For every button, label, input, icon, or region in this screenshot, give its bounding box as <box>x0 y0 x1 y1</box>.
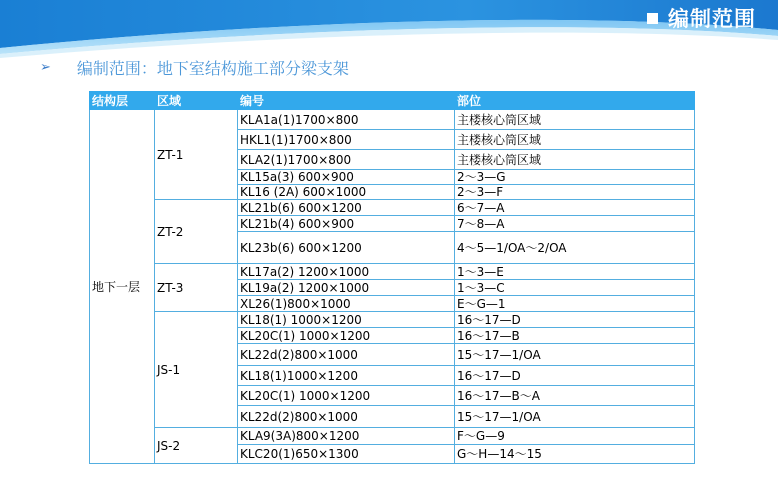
arrow-bullet-icon: ➢ <box>40 60 51 75</box>
beam-code-cell: KL18(1) 1000×1200 <box>238 312 455 328</box>
location-cell: 15～17—1/OA <box>455 344 695 366</box>
location-cell: 16～17—D <box>455 312 695 328</box>
location-cell: 1～3—E <box>455 264 695 280</box>
beam-code-cell: KL16 (2A) 600×1000 <box>238 185 455 200</box>
table-row <box>90 428 695 445</box>
location-cell: 16～17—B～A <box>455 386 695 406</box>
subtitle-text: 编制范围：地下室结构施工部分梁支架 <box>76 59 349 78</box>
location-cell: 6～7—A <box>455 200 695 216</box>
location-cell: 7～8—A <box>455 216 695 232</box>
location-cell: 16～17—D <box>455 366 695 386</box>
table-row <box>90 264 695 280</box>
location-cell: 15～17—1/OA <box>455 406 695 428</box>
square-bullet-icon <box>647 13 658 24</box>
beam-code-cell: KL17a(2) 1200×1000 <box>238 264 455 280</box>
floor-cell: 地下一层 <box>90 110 155 464</box>
zone-cell: ZT-3 <box>155 264 238 312</box>
location-cell: 1～3—C <box>455 280 695 296</box>
location-cell: F～G—9 <box>455 428 695 445</box>
beam-code-cell: XL26(1)800×1000 <box>238 296 455 312</box>
table-body <box>90 110 695 464</box>
beam-code-cell: KLA9(3A)800×1200 <box>238 428 455 445</box>
beam-code-cell: KL19a(2) 1200×1000 <box>238 280 455 296</box>
zone-cell: JS-1 <box>155 312 238 428</box>
zone-cell: ZT-2 <box>155 200 238 264</box>
table-header-row <box>90 92 695 110</box>
beam-code-cell: HKL1(1)1700×800 <box>238 130 455 150</box>
location-cell: 2～3—G <box>455 170 695 185</box>
beam-code-cell: KLA1a(1)1700×800 <box>238 110 455 130</box>
header-code: 编号 <box>238 92 455 110</box>
header-location: 部位 <box>455 92 695 110</box>
beam-code-cell: KL23b(6) 600×1200 <box>238 232 455 264</box>
beam-code-cell: KLC20(1)650×1300 <box>238 445 455 464</box>
location-cell: 2～3—F <box>455 185 695 200</box>
table-row <box>90 200 695 216</box>
beam-code-cell: KLA2(1)1700×800 <box>238 150 455 170</box>
location-cell: 主楼核心筒区域 <box>455 130 695 150</box>
location-cell: 4～5—1/OA～2/OA <box>455 232 695 264</box>
table-row <box>90 312 695 328</box>
subtitle <box>40 56 349 79</box>
header-title-text: 编制范围 <box>668 7 756 31</box>
beam-code-cell: KL21b(6) 600×1200 <box>238 200 455 216</box>
beam-code-cell: KL22d(2)800×1000 <box>238 406 455 428</box>
header-title <box>647 3 756 33</box>
beam-code-cell: KL20C(1) 1000×1200 <box>238 386 455 406</box>
beam-code-cell: KL21b(4) 600×900 <box>238 216 455 232</box>
location-cell: G～H—14～15 <box>455 445 695 464</box>
header-floor: 结构层 <box>90 92 155 110</box>
beam-support-table <box>89 91 695 464</box>
beam-code-cell: KL15a(3) 600×900 <box>238 170 455 185</box>
location-cell: 主楼核心筒区域 <box>455 150 695 170</box>
location-cell: 主楼核心筒区域 <box>455 110 695 130</box>
header-zone: 区域 <box>155 92 238 110</box>
location-cell: E～G—1 <box>455 296 695 312</box>
table-row <box>90 110 695 130</box>
beam-code-cell: KL22d(2)800×1000 <box>238 344 455 366</box>
location-cell: 16～17—B <box>455 328 695 344</box>
beam-code-cell: KL18(1)1000×1200 <box>238 366 455 386</box>
zone-cell: JS-2 <box>155 428 238 464</box>
zone-cell: ZT-1 <box>155 110 238 200</box>
beam-code-cell: KL20C(1) 1000×1200 <box>238 328 455 344</box>
